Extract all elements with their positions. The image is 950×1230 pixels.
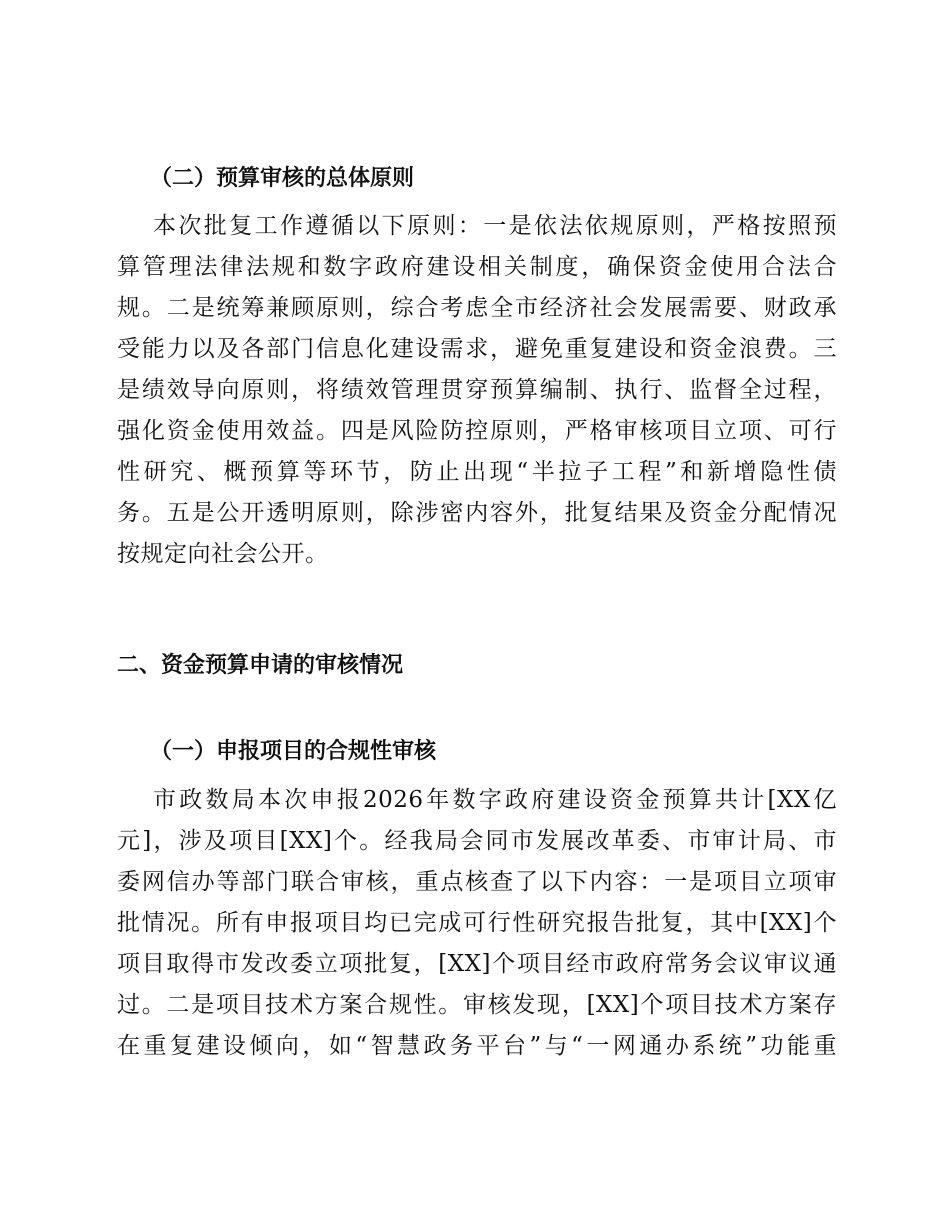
paragraph-compliance: [117, 780, 837, 1067]
section-heading-budget-review: 二、资金预算申请的审核情况: [117, 653, 404, 678]
paragraph-line: 受能力以及各部门信息化建设需求，避免重复建设和资金浪费。三: [117, 336, 837, 362]
subsection-heading-compliance: （一）申报项目的合规性审核: [150, 739, 437, 764]
paragraph-line: 在重复建设倾向，如“智慧政务平台”与“一网通办系统”功能重: [117, 1033, 837, 1059]
paragraph-line: 按规定向社会公开。: [117, 541, 329, 567]
paragraph-line: 强化资金使用效益。四是风险防控原则，严格审核项目立项、可行: [117, 418, 837, 444]
paragraph-line: 项目取得市发改委立项批复，[XX]个项目经市政府常务会议审议通: [117, 951, 837, 977]
paragraph-line: 是绩效导向原则，将绩效管理贯穿预算编制、执行、监督全过程，: [117, 377, 837, 403]
paragraph-line: 规。二是统筹兼顾原则，综合考虑全市经济社会发展需要、财政承: [117, 295, 837, 321]
paragraph-line: 算管理法律法规和数字政府建设相关制度，确保资金使用合法合: [117, 254, 837, 280]
paragraph-line: 过。二是项目技术方案合规性。审核发现，[XX]个项目技术方案存: [117, 992, 837, 1018]
paragraph-line: 务。五是公开透明原则，除涉密内容外，批复结果及资金分配情况: [117, 500, 837, 526]
paragraph-line: 批情况。所有申报项目均已完成可行性研究报告批复，其中[XX]个: [117, 910, 837, 936]
paragraph-line: 元]，涉及项目[XX]个。经我局会同市发展改革委、市审计局、市: [117, 828, 837, 854]
paragraph-line: 委网信办等部门联合审核，重点核查了以下内容：一是项目立项审: [117, 869, 837, 895]
paragraph-principles: [117, 206, 837, 575]
paragraph-line: 本次批复工作遵循以下原则：一是依法依规原则，严格按照预: [153, 213, 837, 239]
paragraph-line: 性研究、概预算等环节，防止出现“半拉子工程”和新增隐性债: [117, 459, 837, 485]
paragraph-line: 市政数局本次申报2026年数字政府建设资金预算共计[XX亿: [153, 787, 837, 813]
subsection-heading-principles: （二）预算审核的总体原则: [150, 166, 415, 191]
